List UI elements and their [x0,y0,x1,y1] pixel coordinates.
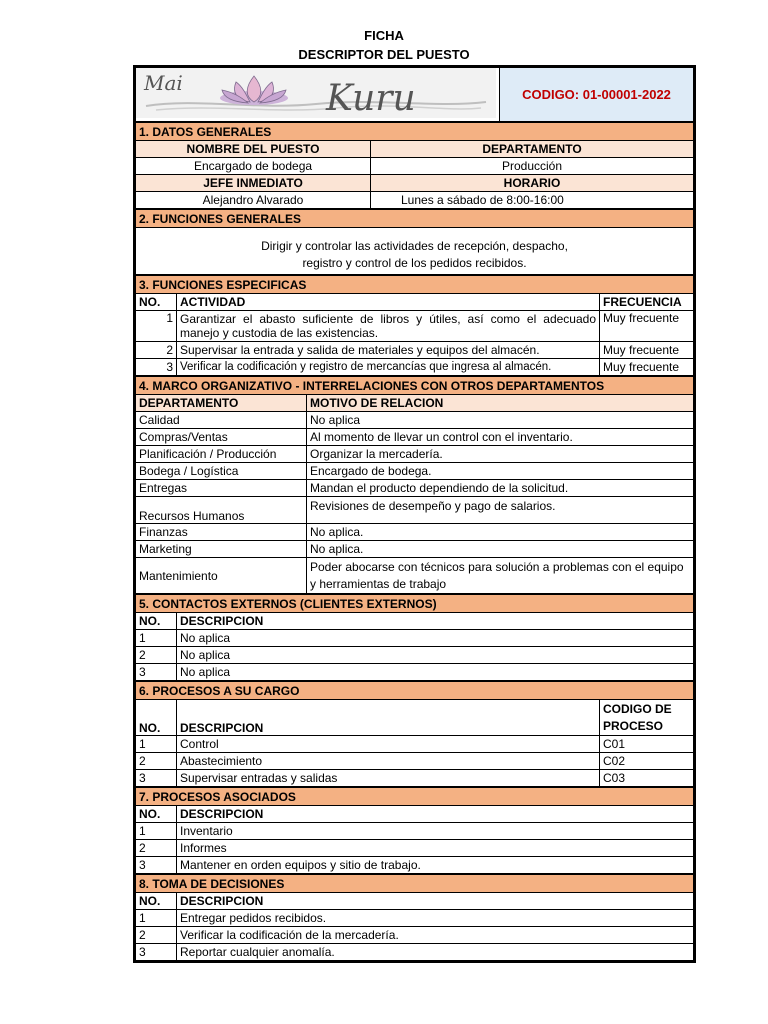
row-description: Supervisar entradas y salidas [177,770,600,787]
row-no: 2 [136,840,177,857]
row-reason: Al momento de llevar un control con el inventario. [307,429,694,446]
row-activity: Verificar la codificación y registro de mercancías que ingresa al almacén. [177,359,600,376]
section-title-4: 4. MARCO ORGANIZATIVO - INTERRELACIONES CON OTROS DEPARTAMENTOS [136,377,694,395]
header-no: NO. [136,613,177,630]
row-code: C02 [600,753,694,770]
general-functions-text [136,228,694,275]
section-7-table [135,787,694,874]
row-description: No aplica [177,664,694,681]
row-no: 1 [136,630,177,647]
table-row [136,770,694,787]
header-boss: JEFE INMEDIATO [136,175,371,192]
row-frequency: Muy frecuente [600,342,694,359]
row-department: Mantenimiento [136,558,307,594]
row-no: 1 [136,823,177,840]
header-department: DEPARTAMENTO [371,141,694,158]
section-title-3: 3. FUNCIONES ESPECIFICAS [136,276,694,294]
table-row [136,311,694,342]
row-activity: Garantizar el abasto suficiente de libros y útiles, así como el adecuado manejo y custodia de las existencias. [177,311,600,342]
row-no: 1 [136,736,177,753]
section-6-table [135,681,694,787]
schedule-text: Lunes a sábado de 8:00-16:00 [401,193,564,207]
header-no: NO. [136,893,177,910]
header-description: DESCRIPCION [177,700,600,736]
section-1-table [135,122,694,209]
document-subtitle: DESCRIPTOR DEL PUESTO [298,47,470,62]
row-reason: Encargado de bodega. [307,463,694,480]
header-description: DESCRIPCION [177,893,694,910]
row-reason: Revisiones de desempeño y pago de salarios. [307,497,694,524]
boss-value: Alejandro Alvarado [136,192,371,209]
logo-cell [136,68,500,122]
table-row [136,558,694,594]
row-no: 1 [136,910,177,927]
row-frequency: Muy frecuente [600,359,694,376]
section-title-6: 6. PROCESOS A SU CARGO [136,682,694,700]
document-code: CODIGO: 01-00001-2022 [500,68,694,122]
row-no: 1 [136,311,177,342]
table-row [136,753,694,770]
row-no: 2 [136,647,177,664]
table-row [136,857,694,874]
section-4-table [135,376,694,594]
table-row [136,524,694,541]
document-title: FICHA [364,28,404,43]
table-row [136,541,694,558]
header-frequency: FRECUENCIA [600,294,694,311]
logo-text-kuru: Kuru [326,78,416,118]
header-no: NO. [136,806,177,823]
header-table [135,67,694,122]
header-job-name: NOMBRE DEL PUESTO [136,141,371,158]
table-row [136,823,694,840]
row-reason: Organizar la mercadería. [307,446,694,463]
table-row [136,910,694,927]
job-name-value: Encargado de bodega [136,158,371,175]
header-no: NO. [136,700,177,736]
table-row [136,647,694,664]
row-reason: Mandan el producto dependiendo de la solicitud. [307,480,694,497]
row-code: C01 [600,736,694,753]
row-department: Entregas [136,480,307,497]
row-no: 3 [136,857,177,874]
table-row [136,480,694,497]
row-description: Inventario [177,823,694,840]
row-reason: Poder abocarse con técnicos para solución a problemas con el equipo y herramientas de trabajo [307,558,694,594]
table-row [136,429,694,446]
lotus-logo [136,68,496,118]
schedule-value [371,192,694,209]
header-activity: ACTIVIDAD [177,294,600,311]
section-3-table [135,275,694,376]
department-value: Producción [371,158,694,175]
section-5-table [135,594,694,681]
section-8-table [135,874,694,961]
table-row [136,342,694,359]
row-department: Finanzas [136,524,307,541]
header-reason: MOTIVO DE RELACION [307,395,694,412]
row-reason: No aplica. [307,541,694,558]
section-title-2: 2. FUNCIONES GENERALES [136,210,694,228]
row-activity: Supervisar la entrada y salida de materiales y equipos del almacén. [177,342,600,359]
row-description: Verificar la codificación de la mercadería. [177,927,694,944]
table-row [136,840,694,857]
section-title-8: 8. TOMA DE DECISIONES [136,875,694,893]
row-department: Compras/Ventas [136,429,307,446]
table-row [136,630,694,647]
row-description: Entregar pedidos recibidos. [177,910,694,927]
row-department: Planificación / Producción [136,446,307,463]
job-description-sheet [133,65,696,963]
row-description: No aplica [177,630,694,647]
row-no: 2 [136,342,177,359]
row-code: C03 [600,770,694,787]
row-no: 3 [136,944,177,961]
header-process-code: CODIGO DE PROCESO [600,700,694,736]
table-row [136,463,694,480]
row-no: 3 [136,664,177,681]
row-department: Calidad [136,412,307,429]
row-reason: No aplica [307,412,694,429]
row-department: Marketing [136,541,307,558]
header-description: DESCRIPCION [177,613,694,630]
logo-text-mai: Mai [144,71,183,95]
general-functions-line-1: Dirigir y controlar las actividades de recepción, despacho, [261,238,568,253]
header-description: DESCRIPCION [177,806,694,823]
section-title-7: 7. PROCESOS ASOCIADOS [136,788,694,806]
row-frequency: Muy frecuente [600,311,694,342]
row-description: Control [177,736,600,753]
table-row [136,497,694,524]
row-no: 3 [136,359,177,376]
row-department: Recursos Humanos [136,497,307,524]
section-2-table [135,209,694,275]
row-no: 2 [136,927,177,944]
row-description: Mantener en orden equipos y sitio de trabajo. [177,857,694,874]
table-row [136,412,694,429]
section-title-5: 5. CONTACTOS EXTERNOS (CLIENTES EXTERNOS) [136,595,694,613]
table-row [136,944,694,961]
table-row [136,446,694,463]
row-department: Bodega / Logística [136,463,307,480]
header-department: DEPARTAMENTO [136,395,307,412]
row-description: Reportar cualquier anomalía. [177,944,694,961]
row-no: 3 [136,770,177,787]
table-row [136,736,694,753]
row-no: 2 [136,753,177,770]
table-row [136,927,694,944]
table-row [136,359,694,376]
row-description: Abastecimiento [177,753,600,770]
header-no: NO. [136,294,177,311]
row-description: No aplica [177,647,694,664]
general-functions-line-2: registro y control de los pedidos recibidos. [302,255,527,270]
section-title-1: 1. DATOS GENERALES [136,123,694,141]
row-description: Informes [177,840,694,857]
row-reason: No aplica. [307,524,694,541]
header-schedule: HORARIO [371,175,694,192]
table-row [136,664,694,681]
